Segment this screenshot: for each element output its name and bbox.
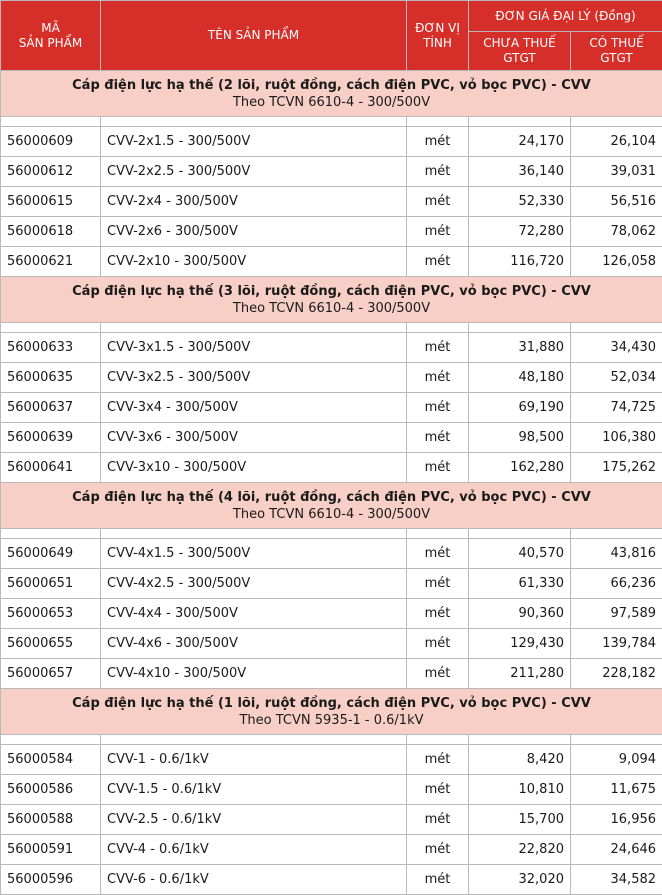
price-no-tax: 69,190 <box>469 393 571 423</box>
price-with-tax: 97,589 <box>571 599 662 629</box>
price-with-tax: 26,104 <box>571 127 662 157</box>
product-unit: mét <box>407 659 469 689</box>
product-name: CVV-3x6 - 300/500V <box>101 423 407 453</box>
product-name: CVV-4x1.5 - 300/500V <box>101 539 407 569</box>
price-no-tax: 36,140 <box>469 157 571 187</box>
empty-cell <box>1 323 101 333</box>
product-unit: mét <box>407 333 469 363</box>
price-with-tax: 34,582 <box>571 865 662 895</box>
section-standard: Theo TCVN 6610-4 - 300/500V <box>5 94 658 111</box>
table-row <box>1 775 662 805</box>
product-code: 56000657 <box>1 659 101 689</box>
product-unit: mét <box>407 393 469 423</box>
product-code: 56000633 <box>1 333 101 363</box>
price-no-tax: 40,570 <box>469 539 571 569</box>
product-unit: mét <box>407 423 469 453</box>
price-no-tax: 116,720 <box>469 247 571 277</box>
empty-cell <box>469 117 571 127</box>
table-row <box>1 333 662 363</box>
product-unit: mét <box>407 629 469 659</box>
table-row <box>1 599 662 629</box>
price-no-tax: 15,700 <box>469 805 571 835</box>
price-no-tax: 24,170 <box>469 127 571 157</box>
product-unit: mét <box>407 217 469 247</box>
product-unit: mét <box>407 363 469 393</box>
empty-cell <box>101 117 407 127</box>
product-name: CVV-3x2.5 - 300/500V <box>101 363 407 393</box>
price-with-tax: 24,646 <box>571 835 662 865</box>
section-title: Cáp điện lực hạ thế (2 lõi, ruột đồng, cách điện PVC, vỏ bọc PVC) - CVV <box>5 77 658 94</box>
header-unit-line2: TÍNH <box>423 36 452 50</box>
product-code: 56000615 <box>1 187 101 217</box>
product-unit: mét <box>407 835 469 865</box>
product-code: 56000651 <box>1 569 101 599</box>
header-price-with-tax <box>571 32 662 71</box>
empty-cell <box>469 735 571 745</box>
price-with-tax: 16,956 <box>571 805 662 835</box>
empty-cell <box>571 735 662 745</box>
table-row <box>1 157 662 187</box>
header-unit <box>407 1 469 71</box>
spacer-row <box>1 117 662 127</box>
product-unit: mét <box>407 453 469 483</box>
product-name: CVV-2x10 - 300/500V <box>101 247 407 277</box>
product-name: CVV-1 - 0.6/1kV <box>101 745 407 775</box>
section-standard: Theo TCVN 5935-1 - 0.6/1kV <box>5 712 658 729</box>
price-with-tax: 106,380 <box>571 423 662 453</box>
product-code: 56000588 <box>1 805 101 835</box>
table-row <box>1 865 662 895</box>
empty-cell <box>469 529 571 539</box>
product-unit: mét <box>407 805 469 835</box>
empty-cell <box>101 735 407 745</box>
product-code: 56000637 <box>1 393 101 423</box>
table-body <box>1 71 662 895</box>
price-no-tax: 211,280 <box>469 659 571 689</box>
header-code-line2: SẢN PHẨM <box>19 36 82 50</box>
table-row <box>1 453 662 483</box>
price-with-tax: 34,430 <box>571 333 662 363</box>
table-row <box>1 247 662 277</box>
price-no-tax: 90,360 <box>469 599 571 629</box>
price-with-tax: 126,058 <box>571 247 662 277</box>
header-name: TÊN SẢN PHẨM <box>101 1 407 71</box>
price-with-tax: 43,816 <box>571 539 662 569</box>
price-no-tax: 22,820 <box>469 835 571 865</box>
product-name: CVV-4x6 - 300/500V <box>101 629 407 659</box>
product-name: CVV-2x2.5 - 300/500V <box>101 157 407 187</box>
product-code: 56000584 <box>1 745 101 775</box>
product-unit: mét <box>407 745 469 775</box>
section-title: Cáp điện lực hạ thế (3 lõi, ruột đồng, cách điện PVC, vỏ bọc PVC) - CVV <box>5 283 658 300</box>
product-code: 56000635 <box>1 363 101 393</box>
price-with-tax: 9,094 <box>571 745 662 775</box>
price-with-tax: 228,182 <box>571 659 662 689</box>
product-unit: mét <box>407 127 469 157</box>
table-row <box>1 217 662 247</box>
empty-cell <box>1 529 101 539</box>
empty-cell <box>571 323 662 333</box>
header-price-with-tax-line2: GTGT <box>600 51 632 65</box>
empty-cell <box>1 735 101 745</box>
header-code-line1: MÃ <box>41 21 60 35</box>
product-code: 56000612 <box>1 157 101 187</box>
section-title: Cáp điện lực hạ thế (1 lõi, ruột đồng, cách điện PVC, vỏ bọc PVC) - CVV <box>5 695 658 712</box>
table-row <box>1 745 662 775</box>
section-cell <box>1 71 662 117</box>
product-unit: mét <box>407 187 469 217</box>
price-with-tax: 56,516 <box>571 187 662 217</box>
section-header <box>1 71 662 117</box>
header-unit-line1: ĐƠN VỊ <box>415 21 460 35</box>
product-code: 56000591 <box>1 835 101 865</box>
table-row <box>1 659 662 689</box>
empty-cell <box>469 323 571 333</box>
product-unit: mét <box>407 157 469 187</box>
price-with-tax: 66,236 <box>571 569 662 599</box>
product-code: 56000655 <box>1 629 101 659</box>
table-row <box>1 363 662 393</box>
price-no-tax: 8,420 <box>469 745 571 775</box>
price-with-tax: 78,062 <box>571 217 662 247</box>
product-code: 56000639 <box>1 423 101 453</box>
product-code: 56000618 <box>1 217 101 247</box>
header-price-no-tax-line1: CHƯA THUẾ <box>483 36 555 50</box>
price-with-tax: 74,725 <box>571 393 662 423</box>
empty-cell <box>407 117 469 127</box>
price-no-tax: 129,430 <box>469 629 571 659</box>
section-header <box>1 277 662 323</box>
empty-cell <box>407 735 469 745</box>
product-name: CVV-4 - 0.6/1kV <box>101 835 407 865</box>
product-code: 56000586 <box>1 775 101 805</box>
price-no-tax: 162,280 <box>469 453 571 483</box>
product-unit: mét <box>407 247 469 277</box>
product-name: CVV-2x1.5 - 300/500V <box>101 127 407 157</box>
section-header <box>1 689 662 735</box>
price-no-tax: 10,810 <box>469 775 571 805</box>
product-name: CVV-2x6 - 300/500V <box>101 217 407 247</box>
product-code: 56000609 <box>1 127 101 157</box>
table-row <box>1 835 662 865</box>
product-name: CVV-3x1.5 - 300/500V <box>101 333 407 363</box>
product-name: CVV-3x10 - 300/500V <box>101 453 407 483</box>
price-no-tax: 61,330 <box>469 569 571 599</box>
table-row <box>1 187 662 217</box>
product-name: CVV-4x2.5 - 300/500V <box>101 569 407 599</box>
table-row <box>1 539 662 569</box>
price-with-tax: 139,784 <box>571 629 662 659</box>
product-code: 56000641 <box>1 453 101 483</box>
product-name: CVV-4x4 - 300/500V <box>101 599 407 629</box>
price-no-tax: 72,280 <box>469 217 571 247</box>
spacer-row <box>1 323 662 333</box>
section-header <box>1 483 662 529</box>
table-row <box>1 127 662 157</box>
product-name: CVV-1.5 - 0.6/1kV <box>101 775 407 805</box>
product-name: CVV-2.5 - 0.6/1kV <box>101 805 407 835</box>
product-unit: mét <box>407 539 469 569</box>
section-title: Cáp điện lực hạ thế (4 lõi, ruột đồng, cách điện PVC, vỏ bọc PVC) - CVV <box>5 489 658 506</box>
product-name: CVV-4x10 - 300/500V <box>101 659 407 689</box>
price-with-tax: 11,675 <box>571 775 662 805</box>
price-with-tax: 175,262 <box>571 453 662 483</box>
product-name: CVV-3x4 - 300/500V <box>101 393 407 423</box>
section-standard: Theo TCVN 6610-4 - 300/500V <box>5 506 658 523</box>
product-code: 56000596 <box>1 865 101 895</box>
price-no-tax: 31,880 <box>469 333 571 363</box>
table-row <box>1 629 662 659</box>
product-code: 56000649 <box>1 539 101 569</box>
table-row <box>1 569 662 599</box>
price-no-tax: 48,180 <box>469 363 571 393</box>
empty-cell <box>101 323 407 333</box>
product-code: 56000653 <box>1 599 101 629</box>
price-with-tax: 52,034 <box>571 363 662 393</box>
empty-cell <box>407 323 469 333</box>
section-cell <box>1 483 662 529</box>
product-unit: mét <box>407 865 469 895</box>
price-with-tax: 39,031 <box>571 157 662 187</box>
header-price-with-tax-line1: CÓ THUẾ <box>589 36 643 50</box>
table-row <box>1 393 662 423</box>
price-no-tax: 52,330 <box>469 187 571 217</box>
header-price-no-tax-line2: GTGT <box>503 51 535 65</box>
header-price-no-tax <box>469 32 571 71</box>
section-standard: Theo TCVN 6610-4 - 300/500V <box>5 300 658 317</box>
empty-cell <box>407 529 469 539</box>
product-name: CVV-6 - 0.6/1kV <box>101 865 407 895</box>
header-price-group: ĐƠN GIÁ ĐẠI LÝ (Đồng) <box>469 1 662 32</box>
empty-cell <box>571 529 662 539</box>
product-unit: mét <box>407 775 469 805</box>
table-row <box>1 423 662 453</box>
product-name: CVV-2x4 - 300/500V <box>101 187 407 217</box>
spacer-row <box>1 735 662 745</box>
section-cell <box>1 689 662 735</box>
spacer-row <box>1 529 662 539</box>
empty-cell <box>571 117 662 127</box>
product-code: 56000621 <box>1 247 101 277</box>
product-unit: mét <box>407 599 469 629</box>
empty-cell <box>1 117 101 127</box>
empty-cell <box>101 529 407 539</box>
price-no-tax: 32,020 <box>469 865 571 895</box>
header-code <box>1 1 101 71</box>
price-no-tax: 98,500 <box>469 423 571 453</box>
product-unit: mét <box>407 569 469 599</box>
table-row <box>1 805 662 835</box>
section-cell <box>1 277 662 323</box>
